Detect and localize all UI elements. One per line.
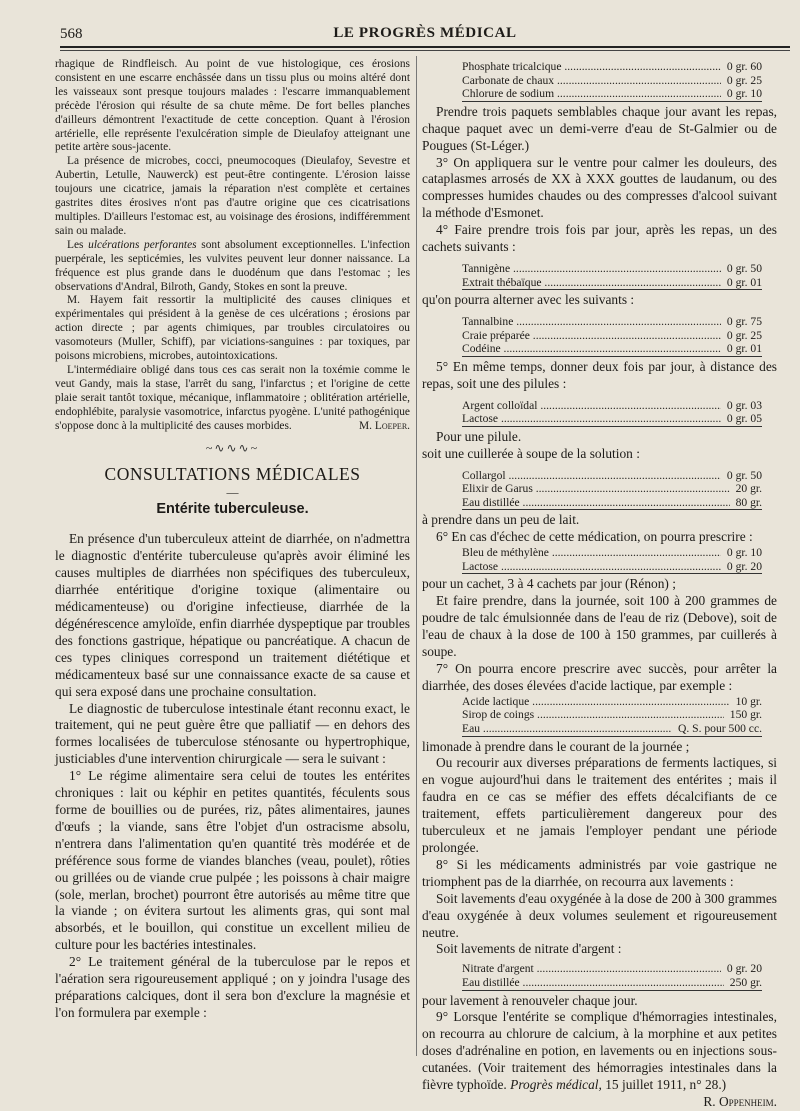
paragraph: 8° Si les médicaments administrés par voie gastrique ne triomphent pas de la diarrhée, on recourra aux lavements :: [422, 856, 777, 889]
ingredient: Extrait thébaïque .....: [462, 276, 721, 291]
paragraph: limonade à prendre dans le courant de la journée ;: [422, 738, 690, 754]
article-title: Entérite tuberculeuse.: [156, 501, 309, 518]
section-title: CONSULTATIONS MÉDICALES: [104, 464, 361, 485]
ingredient: Nitrate d'argent .....: [462, 962, 721, 976]
prescription-6: [462, 546, 762, 574]
prescription-4: [462, 399, 762, 427]
header-rule: [60, 46, 790, 48]
ingredient: Tannalbine .....: [462, 315, 721, 329]
ingredient: Eau distillée .....: [462, 496, 730, 511]
paragraph: 6° En cas d'échec de cette médication, on pourra prescrire :: [436, 529, 753, 545]
author-signature: M. Loeper.: [359, 419, 410, 432]
prescription-row: [462, 342, 762, 357]
dose: 0 gr. 01: [721, 276, 762, 291]
prescription-row: [462, 560, 762, 575]
paragraph: 3° On appliquera sur le ventre pour calmer les douleurs, des cataplasmes arrosés de XX à XXX gouttes de laudanum, ou des compresses humides chaudes ou des compresses d'alcool suivant la méthode d'Esmonet.: [422, 154, 777, 221]
dose: 250 gr.: [724, 976, 762, 991]
ingredient: Elixir de Garus .....: [462, 482, 730, 496]
dose: 150 gr.: [729, 708, 762, 722]
prescription-5: [462, 469, 762, 511]
paragraph: Soit lavements de nitrate d'argent :: [436, 941, 622, 957]
paragraph: à prendre dans un peu de lait.: [422, 512, 580, 528]
paragraph: [55, 364, 410, 434]
ingredient: Argent colloïdal .....: [462, 399, 721, 413]
text: 9° Lorsque l'entérite se complique d'hémorragies intestinales, on recourra au chlorure de calcium, à la morphine et aux petites doses d'adrénaline en potion, en lavements ou en injections sous-cutanées. (Voir traitement des hémorragies intestinales dans la fièvre typhoïde.: [422, 1009, 777, 1093]
dose: 80 gr.: [730, 496, 762, 511]
article-continuation: [55, 58, 410, 433]
ingredient: Codéine .....: [462, 342, 721, 357]
prescription-1: [462, 60, 762, 102]
dose: 0 gr. 25: [726, 328, 762, 342]
paragraph: Et faire prendre, dans la journée, soit 100 à 200 grammes de poudre de talc émulsionnée dans de l'eau de riz (Debove), soit de l'eau de chaux à la dose de 100 à 150 grammes, par cuillerés à soupe.: [422, 593, 777, 660]
ingredient: Chlorure de sodium .....: [462, 87, 721, 102]
prescription-row: [462, 262, 762, 276]
paragraph: 7° On pourra encore prescrire avec succès, pour arrêter la diarrhée, des doses élevées d'acide lactique, par exemple :: [422, 660, 777, 693]
paragraph: 1° Le régime alimentaire sera celui de toutes les entérites chroniques : lait ou képhir en petites quantités, féculents sous forme de bouillies ou de purées, riz, pâtes alimentaires, jaunes d'œufs ; la viande, sans être l'objet d'un ostracisme absolu, n'entrera dans l'alimentation qu'en quantité très modérée et de préférence sous forme de viandes blanches (veau, poulet), rôties ou grillées ou de viande crue pulpée ; les poissons à chair maigre (sole, merlan, brochet) pourront être autorisés au même titre que la viande ; on évitera surtout les aliments gras, qui sont mal absorbés, et le bouillon, qui constitue un excellent milieu de culture pour les bactéries intestinales.: [55, 768, 410, 953]
dose: 0 gr. 03: [726, 398, 762, 412]
ingredient: Craie préparée .....: [462, 329, 721, 343]
ingredient: Lactose .....: [462, 560, 721, 575]
ingredient: Tannigène .....: [462, 262, 721, 276]
prescription-row: [462, 722, 762, 737]
italic-text: ulcérations perforantes: [88, 238, 197, 251]
right-column: [422, 58, 777, 1111]
ingredient: Collargol .....: [462, 469, 721, 483]
prescription-row: [462, 962, 762, 976]
ingredient: Sirop de coings .....: [462, 708, 724, 722]
prescription-row: [462, 695, 762, 709]
section-ornament: ~∿∿∿~: [205, 441, 260, 456]
ingredient: Carbonate de chaux .....: [462, 74, 721, 88]
italic-text: Progrès médical,: [510, 1077, 602, 1093]
prescription-row: [462, 482, 762, 496]
ingredient: Eau .....: [462, 722, 672, 737]
page-header: [60, 24, 790, 48]
dose: 10 gr.: [735, 694, 762, 708]
paragraph: soit une cuillerée à soupe de la solution :: [422, 445, 640, 461]
prescription-row: [462, 87, 762, 102]
paragraph: Le diagnostic de tuberculose intestinale étant reconnu exact, le traitement, qui ne peut guère être que palliatif — en dehors des formes localisées de tuberculose sténosante ou hypertrophique, justiciables d'une intervention chirurgicale — sera le suivant :: [55, 700, 410, 767]
prescription-row: [462, 276, 762, 291]
ingredient: Eau distillée .....: [462, 976, 724, 991]
prescription-row: [462, 412, 762, 427]
paragraph: [55, 239, 410, 295]
dose: 0 gr. 05: [721, 412, 762, 427]
dose: 0 gr. 10: [726, 546, 762, 560]
page-number: 568: [60, 26, 83, 42]
dose: 0 gr. 20: [726, 962, 762, 976]
prescription-row: [462, 546, 762, 560]
paragraph: 5° En même temps, donner deux fois par jour, à distance des repas, soit une des pilules :: [422, 358, 777, 391]
prescription-8: [462, 962, 762, 990]
prescription-7: [462, 695, 762, 737]
paragraph: qu'on pourra alterner avec les suivants :: [422, 292, 635, 308]
paragraph: [422, 1009, 777, 1109]
paragraph: Soit lavements d'eau oxygénée à la dose de 200 à 300 grammes d'eau oxygénée à deux volumes seulement et rigoureusement neutre.: [422, 890, 777, 940]
paragraph: rhagique de Rindfleisch. Au point de vue histologique, ces érosions consistent en une escarre enchâssée dans un tissu plus ou moins altéré dont les vaisseaux sont presque toujours malades : l'escarre immanquablement précède l'érosion qui résulte de sa chute même. De fort belles planches d'ailleurs démontrent l'exactitude de cette conception. Quant à l'érosion artérielle, elle représente l'exulcération simple de Dieulafoy atteignant une petite artère sous-jacente.: [55, 58, 410, 154]
paragraph: Prendre trois paquets semblables chaque jour avant les repas, chaque paquet avec un demi-verre d'eau de St-Galmier ou de Pougues (St-Léger.): [422, 103, 777, 153]
prescription-row: [462, 74, 762, 88]
ingredient: Bleu de méthylène .....: [462, 546, 721, 560]
dose: 0 gr. 25: [726, 73, 762, 87]
dose: 20 gr.: [735, 482, 762, 496]
dose: 0 gr. 10: [721, 87, 762, 102]
paragraph: pour lavement à renouveler chaque jour.: [422, 992, 638, 1008]
prescription-row: [462, 496, 762, 511]
prescription-row: [462, 708, 762, 722]
ingredient: Lactose .....: [462, 412, 721, 427]
dose: Q. S. pour 500 cc.: [672, 722, 762, 737]
author-signature: R. Oppenheim.: [703, 1093, 777, 1109]
prescription-row: [462, 976, 762, 991]
prescription-row: [462, 60, 762, 74]
paragraph: La présence de microbes, cocci, pneumocoques (Dieulafoy, Sevestre et Aubertin, Letulle, Nauwerck) est peut-être contingente. L'érosion laisse toujours une cicatrice, jamais la réparation n'est complète et certaines gastrites dites érosives n'ont pas d'autre origine que ces cicatrisations multiples. D'ailleurs l'estomac est, au voisinage des érosions, indifféremment sain ou malade.: [55, 155, 410, 237]
dose: 0 gr. 60: [726, 60, 762, 73]
ingredient: Phosphate tricalcique .....: [462, 60, 721, 74]
prescription-row: [462, 315, 762, 329]
text: L'intermédiaire obligé dans tous ces cas serait non la toxémie comme le veut Gandy, mais la stase, l'arrêt du sang, l'infarctus ; et l'origine de cette plaie serait tantôt toxique, mécanique, inflammatoire ; oblitération artérielle, endophlébite, paralysie vasomotrice, infarctus pyogène. L'unité pathogénique s'oppose donc à la multiplicité des causes morbides.: [55, 363, 410, 432]
paragraph: 2° Le traitement général de la tuberculose par le repos et l'aération sera rigoureusement appliqué ; on y joindra l'usage des préparations calciques, dont il sera bon d'exclure la magnésie et l'on formulera par exemple :: [55, 954, 410, 1020]
article-body: [55, 531, 410, 1021]
text: sont absolument exceptionnelles. L'infection puerpérale, les septicémies, les vulvites peuvent leur donner naissance. La fréquence est plus grande dans le duodénum que dans l'estomac ; les observations d'Andral, Bilroth, Gandy, Stokes en sont la preuve.: [55, 238, 410, 293]
paragraph: Pour une pilule.: [436, 428, 522, 444]
paragraph: Ou recourir aux diverses préparations de ferments lactiques, si en vogue aujourd'hui dans le traitement des entérites ; mais il faudra en ce cas se méfier des effets décalcifiants de ce traitement, effets particulièrement dangereux pour des tuberculeux et ne jamais l'employer pendant une période prolongée.: [422, 755, 777, 855]
paragraph: M. Hayem fait ressortir la multiplicité des causes cliniques et expérimentales qui président à la genèse de ces ulcérations ; érosions par action directe ; par agents chimiques, par troubles circulatoires ou vasomoteurs (Muller, Schiff), par viciations-sanguines : par toxiques, par poisons microbiens, microbes, autointoxications.: [55, 294, 410, 363]
dose: 0 gr. 50: [726, 468, 762, 482]
paragraph: 4° Faire prendre trois fois par jour, après les repas, un des cachets suivants :: [422, 222, 777, 255]
dose: 0 gr. 01: [721, 342, 762, 357]
prescription-row: [462, 329, 762, 343]
paragraph: pour un cachet, 3 à 4 cachets par jour (Rénon) ;: [422, 576, 676, 592]
header-rule-thin: [60, 50, 790, 51]
paragraph: En présence d'un tuberculeux atteint de diarrhée, on n'admettra le diagnostic d'entérite tuberculeuse qu'après avoir éliminé les causes multiples de diarrhées non spécifiques des tuberculeux, diarrhée entéritique d'origine toxique (alimentaire ou médicamenteuse) ou d'origine infectieuse, diarrhée de la dégénérescence amyloïde, enfin diarrhée dyspeptique par troubles des fonctions gastrique, hépatique ou pancréatique. A chacun de ces types cliniques correspond un traitement diététique et médicamenteux basé sur une connaissance exacte de sa cause et qui sera exposé dans une prochaine consultation.: [55, 531, 410, 699]
column-separator: [416, 56, 417, 1056]
prescription-2: [462, 262, 762, 290]
text: 15 juillet 1911, n° 28.): [605, 1077, 727, 1093]
prescription-row: [462, 469, 762, 483]
left-column: [55, 58, 410, 1022]
section-dash: —: [226, 485, 239, 500]
journal-title: LE PROGRÈS MÉDICAL: [333, 25, 517, 41]
dose: 0 gr. 50: [726, 261, 762, 275]
prescription-3: [462, 315, 762, 357]
ingredient: Acide lactique .....: [462, 695, 730, 709]
dose: 0 gr. 75: [726, 315, 762, 329]
text: Les: [67, 238, 89, 251]
dose: 0 gr. 20: [721, 560, 762, 575]
prescription-row: [462, 399, 762, 413]
